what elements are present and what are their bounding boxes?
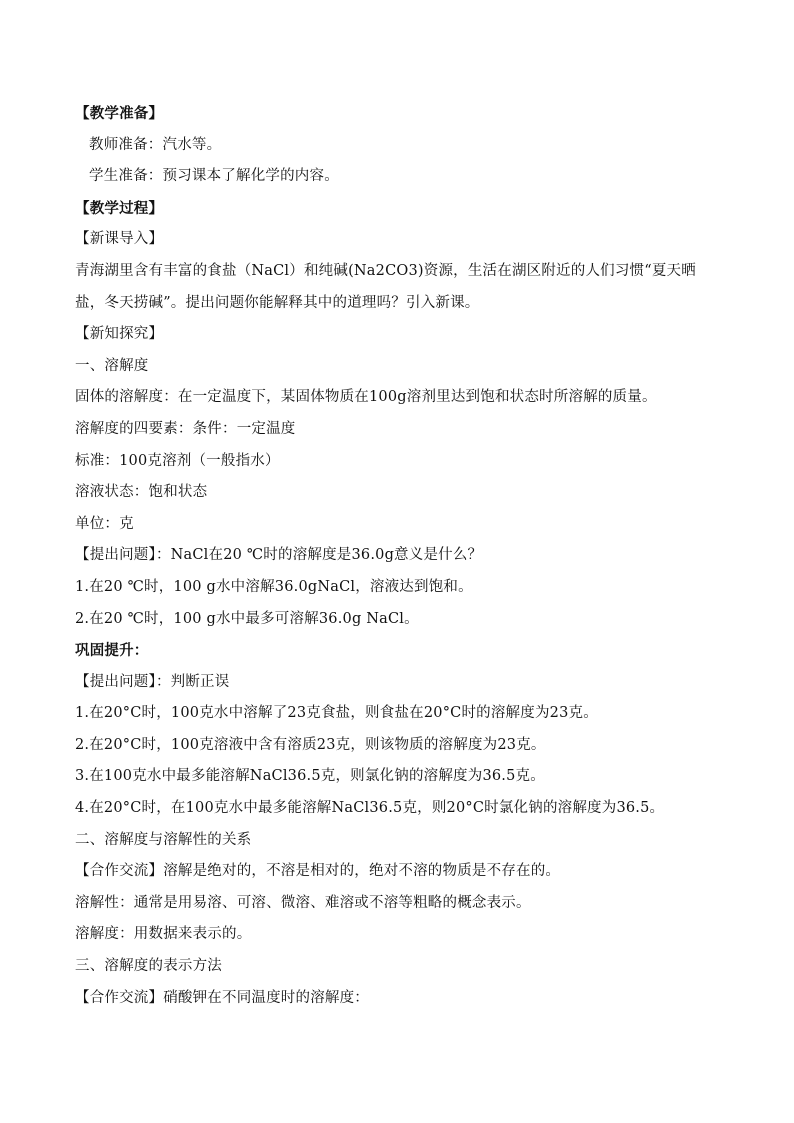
text-line: 3.在100克水中最多能溶解NaCl36.5克，则氯化钠的溶解度为36.5克。: [75, 768, 545, 785]
text-line: 溶液状态：饱和状态: [75, 484, 208, 501]
text-line: 【新课导入】: [75, 231, 164, 248]
section-heading: 【教学准备】: [75, 105, 164, 122]
text-line: 青海湖里含有丰富的食盐（NaCl）和纯碱(Na2CO3)资源，生活在湖区附近的人们习惯“夏天晒盐，冬天捞碱”。提出问题你能解释其中的道理吗？引入新课。: [75, 262, 696, 311]
document-body: [75, 98, 725, 1014]
text-line: 【合作交流】溶解是绝对的，不溶是相对的，绝对不溶的物质是不存在的。: [75, 863, 561, 880]
text-line: 溶解度的四要素：条件：一定温度: [75, 420, 296, 437]
text-line: 单位：克: [75, 515, 134, 532]
text-line: 二、溶解度与溶解性的关系: [75, 831, 252, 848]
text-line: 三、溶解度的表示方法: [75, 958, 222, 975]
text-line: 2.在20°C时，100克溶液中含有溶质23克，则该物质的溶解度为23克。: [75, 736, 546, 753]
text-line: 【提出问题】：判断正误: [75, 673, 230, 690]
text-line: 1.在20°C时，100克水中溶解了23克食盐，则食盐在20°C时的溶解度为23克。: [75, 705, 598, 722]
text-line: 【合作交流】硝酸钾在不同温度时的溶解度：: [75, 989, 369, 1006]
text-line: 教师准备：汽水等。: [89, 136, 222, 153]
text-line: 4.在20°C时，在100克水中最多能溶解NaCl36.5克，则20°C时氯化钠的溶解度为36.5。: [75, 800, 665, 817]
text-line: 一、溶解度: [75, 357, 149, 374]
section-heading: 【教学过程】: [75, 199, 164, 217]
text-line: 固体的溶解度：在一定温度下，某固体物质在100g溶剂里达到饱和状态时所溶解的质量。: [75, 389, 657, 406]
text-line: 【新知探究】: [75, 326, 164, 343]
text-line: 溶解度：用数据来表示的。: [75, 926, 252, 943]
section-heading: 巩固提升：: [75, 642, 149, 660]
text-line: 【提出问题】：NaCl在20 ℃时的溶解度是36.0g意义是什么？: [75, 547, 483, 564]
text-line: 1.在20 ℃时，100 g水中溶解36.0gNaCl，溶液达到饱和。: [75, 578, 473, 595]
text-line: 溶解性：通常是用易溶、可溶、微溶、难溶或不溶等粗略的概念表示。: [75, 894, 531, 911]
text-line: 标准：100克溶剂（一般指水）: [75, 452, 280, 469]
text-line: 学生准备：预习课本了解化学的内容。: [89, 168, 339, 185]
text-line: 2.在20 ℃时，100 g水中最多可溶解36.0g NaCl。: [75, 610, 419, 627]
